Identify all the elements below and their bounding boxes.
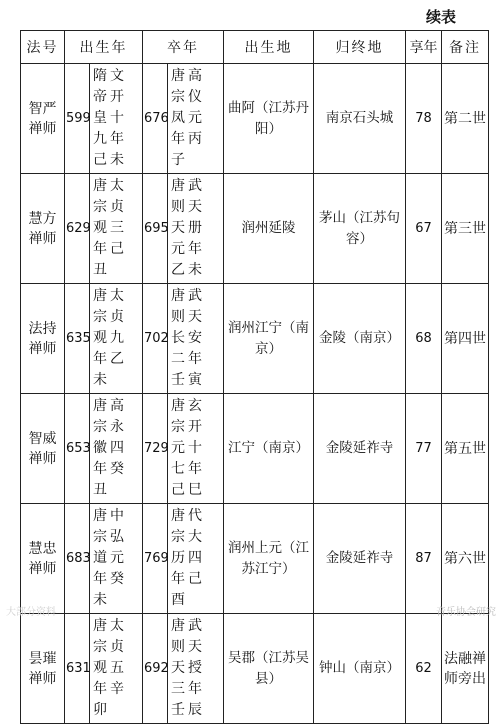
note: 第二世 bbox=[442, 64, 489, 174]
burial-place: 金陵延祚寺 bbox=[314, 394, 406, 504]
age: 68 bbox=[406, 284, 442, 394]
watermark-left: 大部分资料 bbox=[6, 607, 56, 618]
table-row bbox=[21, 504, 489, 614]
header-death-year: 卒年 bbox=[143, 31, 224, 64]
birthplace: 江宁（南京） bbox=[224, 394, 314, 504]
death-year-text: 唐武则天长安二年壬寅 bbox=[168, 284, 224, 394]
birth-year-text: 唐太宗贞观五年辛卯 bbox=[90, 614, 143, 724]
note: 第三世 bbox=[442, 174, 489, 284]
header-note: 备注 bbox=[442, 31, 489, 64]
header-birthplace: 出生地 bbox=[224, 31, 314, 64]
birth-year-text: 唐太宗贞观九年乙未 bbox=[90, 284, 143, 394]
death-year-number: 702 bbox=[143, 284, 168, 394]
death-year-text: 唐武则天天册元年乙未 bbox=[168, 174, 224, 284]
death-year-number: 769 bbox=[143, 504, 168, 614]
header-name: 法号 bbox=[21, 31, 65, 64]
monk-name: 智威禅师 bbox=[21, 394, 65, 504]
birth-year-text: 隋文帝开皇十九年己未 bbox=[90, 64, 143, 174]
birthplace: 润州江宁（南京） bbox=[224, 284, 314, 394]
birth-year-number: 683 bbox=[65, 504, 90, 614]
note: 第六世 bbox=[442, 504, 489, 614]
burial-place: 茅山（江苏句容） bbox=[314, 174, 406, 284]
birth-year-text: 唐中宗弘道元年癸未 bbox=[90, 504, 143, 614]
table-row bbox=[21, 64, 489, 174]
table-caption: 续表 bbox=[425, 8, 456, 26]
birth-year-text: 唐太宗贞观三年己丑 bbox=[90, 174, 143, 284]
note: 第五世 bbox=[442, 394, 489, 504]
birth-year-text: 唐高宗永徽四年癸丑 bbox=[90, 394, 143, 504]
birth-year-number: 635 bbox=[65, 284, 90, 394]
burial-place: 金陵延祚寺 bbox=[314, 504, 406, 614]
birthplace: 润州上元（江苏江宁） bbox=[224, 504, 314, 614]
age: 77 bbox=[406, 394, 442, 504]
birth-year-number: 631 bbox=[65, 614, 90, 724]
age: 67 bbox=[406, 174, 442, 284]
watermark-right: 音乐协会研究 bbox=[436, 607, 496, 618]
death-year-text: 唐武则天天授三年壬辰 bbox=[168, 614, 224, 724]
note: 法融禅师旁出 bbox=[442, 614, 489, 724]
age: 87 bbox=[406, 504, 442, 614]
death-year-text: 唐高宗仪凤元年丙子 bbox=[168, 64, 224, 174]
death-year-number: 692 bbox=[143, 614, 168, 724]
death-year-number: 676 bbox=[143, 64, 168, 174]
age: 78 bbox=[406, 64, 442, 174]
table-row bbox=[21, 614, 489, 724]
monk-name: 法持禅师 bbox=[21, 284, 65, 394]
burial-place: 钟山（南京） bbox=[314, 614, 406, 724]
header-burial: 归终地 bbox=[314, 31, 406, 64]
table-row bbox=[21, 174, 489, 284]
monk-name: 慧忠禅师 bbox=[21, 504, 65, 614]
death-year-number: 695 bbox=[143, 174, 168, 284]
burial-place: 金陵（南京） bbox=[314, 284, 406, 394]
header-birth-year: 出生年 bbox=[65, 31, 143, 64]
death-year-number: 729 bbox=[143, 394, 168, 504]
burial-place: 南京石头城 bbox=[314, 64, 406, 174]
death-year-text: 唐代宗大历四年己酉 bbox=[168, 504, 224, 614]
monk-name: 慧方禅师 bbox=[21, 174, 65, 284]
age: 62 bbox=[406, 614, 442, 724]
birth-year-number: 629 bbox=[65, 174, 90, 284]
table-row bbox=[21, 284, 489, 394]
header-row bbox=[21, 31, 489, 64]
header-age: 享年 bbox=[406, 31, 442, 64]
monk-table bbox=[20, 30, 489, 724]
monk-name: 智严禅师 bbox=[21, 64, 65, 174]
birthplace: 吴郡（江苏吴县） bbox=[224, 614, 314, 724]
birthplace: 润州延陵 bbox=[224, 174, 314, 284]
birthplace: 曲阿（江苏丹阳） bbox=[224, 64, 314, 174]
birth-year-number: 599 bbox=[65, 64, 90, 174]
death-year-text: 唐玄宗开元十七年己巳 bbox=[168, 394, 224, 504]
birth-year-number: 653 bbox=[65, 394, 90, 504]
note: 第四世 bbox=[442, 284, 489, 394]
monk-name: 昙璀禅师 bbox=[21, 614, 65, 724]
table-row bbox=[21, 394, 489, 504]
